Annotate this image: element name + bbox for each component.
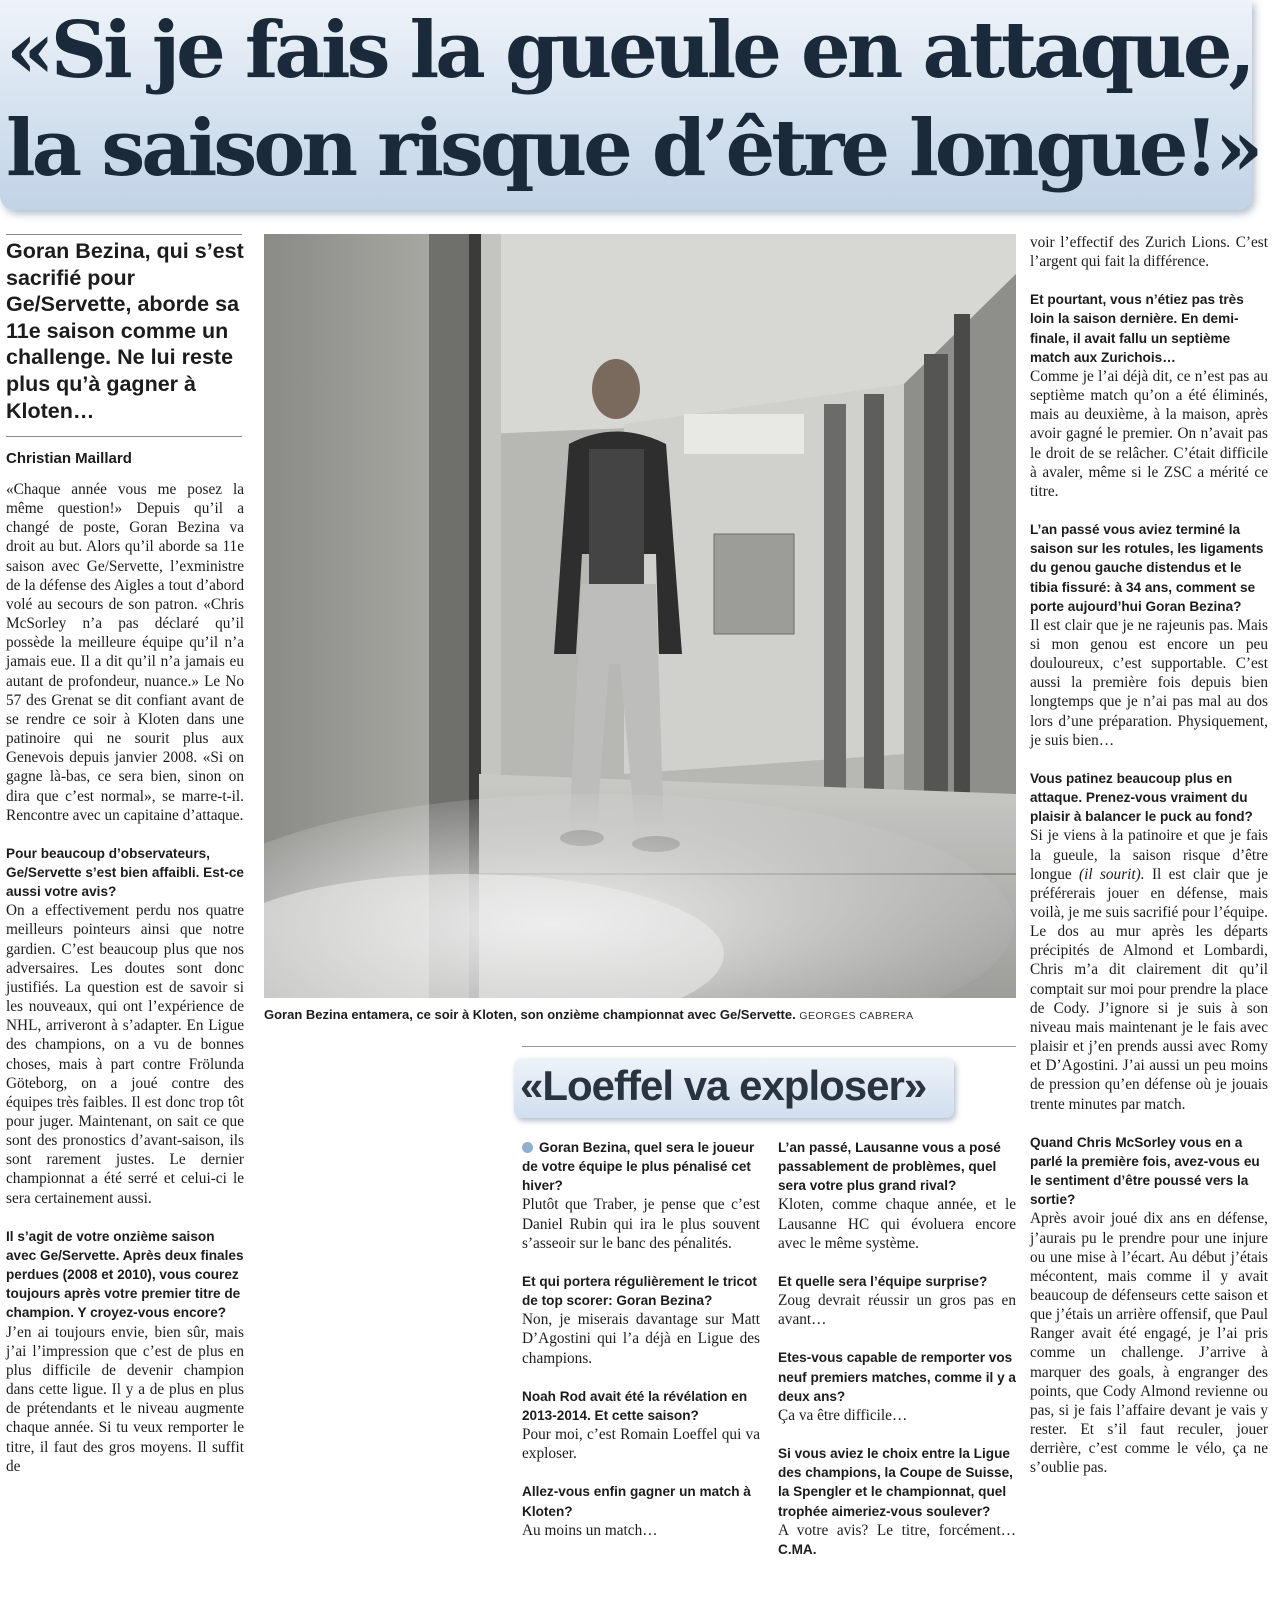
answer: On a effectivement perdu nos quatre meilleurs pointeurs ainsi que notre gardien. C’est beaucoup plus que nos adversaires. Les doutes sont donc justifiés. La question est de savoir si les nouveaux, qui ont l’expérience de NHL, arriveront à s’adapter. En Ligue des champions, on a vu de bonnes choses, mais à part contre Frölunda Göteborg, on a joué contre des équipes très faibles. Il est donc trop tôt pour juger. Maintenant, on sait ce que sont des pronostics d’avant-saison, ils sont rarement justes. Le dernier championnat a été serré et celui-ci le sera certainement aussi. — [6, 902, 244, 1207]
question — [522, 1138, 760, 1195]
byline: Christian Maillard — [6, 450, 132, 467]
qa-block — [1030, 769, 1268, 1114]
qa-block — [522, 1482, 760, 1539]
question: Allez-vous enfin gagner un match à Kloten? — [522, 1484, 751, 1519]
answer: Kloten, comme chaque année, et le Lausanne HC qui évoluera encore avec le même système. — [778, 1196, 1016, 1252]
answer: J’en ai toujours envie, bien sûr, mais j’ai l’impression que c’est de plus en plus difficile de devenir champion dans cette ligue. Il y a de plus en plus de prétendants et le niveau augmente chaque année. Si tu veux remporter le titre, il faut des gros moyens. Il suffit de — [6, 1323, 244, 1475]
answer: Non, je miserais davantage sur Matt D’Agostini qui l’a déjà en Ligue des champions. — [522, 1311, 760, 1367]
question: Et pourtant, vous n’étiez pas très loin la saison dernière. En demi-finale, il avait fallu un septième match aux Zurichois… — [1030, 292, 1244, 365]
question: Quand Chris McSorley vous en a parlé la première fois, avez-vous eu le sentiment d’être poussé vers la sortie? — [1030, 1134, 1260, 1208]
headline-line-2: la saison risque d’être longue!» — [6, 103, 1260, 194]
article-column-right — [1030, 233, 1268, 1497]
sidebar-column-2 — [778, 1138, 1016, 1578]
question: L’an passé, Lausanne vous a posé passablement de problèmes, quel sera votre plus grand rival? — [778, 1140, 1001, 1194]
question: Il s’agit de votre onzième saison avec Ge/Servette. Après deux finales perdues (2008 et 2010), vous courez toujours après votre premier titre de champion. Y croyez-vous encore? — [6, 1228, 244, 1321]
question: Si vous aviez le choix entre la Ligue des champions, la Coupe de Suisse, la Spengler et le championnat, quel trophée aimeriez-vous soulever? — [778, 1446, 1013, 1519]
intro-paragraph: «Chaque année vous me posez la même question!» Depuis qu’il a changé de poste, Goran Bezina va droit au but. Alors qu’il aborde sa 11e saison avec Ge/Servette, l’exministre de la défense des Aigles a tout d’abord volé au secours de son patron. «Chris McSorley n’a pas déclaré qu’il possède la meilleure équipe qu’il n’a jamais eue. Il a dit qu’il n’a jamais eu autant de profondeur, nuance.» Le No 57 des Grenat se dit confiant avant de se rendre ce soir à Kloten dans une patinoire qui ne sourit plus aux Genevois depuis janvier 2008. «Si on gagne là-bas, ce sera bien, sinon on dira que c’est normal», se marre-t-il. Rencontre avec un capitaine d’attaque. — [6, 481, 244, 824]
answer-text: A votre avis? Le titre, forcément… — [778, 1521, 1016, 1539]
qa-block — [778, 1348, 1016, 1425]
qa-block — [522, 1387, 760, 1464]
qa-block — [1030, 520, 1268, 750]
answer: Plutôt que Traber, je pense que c’est Daniel Rubin qui ira le plus souvent s’asseoir sur le banc des pénalités. — [522, 1196, 760, 1252]
answer — [778, 1521, 1016, 1559]
qa-block — [778, 1138, 1016, 1253]
subhead-rule — [522, 1046, 1016, 1047]
author-signature: C.MA. — [778, 1541, 817, 1557]
question: Et quelle sera l’équipe surprise? — [778, 1273, 988, 1289]
subhead: «Loeffel va exploser» — [520, 1062, 927, 1109]
headline-line-1: «Si je fais la gueule en attaque, — [6, 5, 1252, 96]
question: Vous patinez beaucoup plus en attaque. Prenez-vous vraiment du plaisir à balancer le puck au fond? — [1030, 770, 1253, 825]
headline — [6, 2, 1260, 198]
bullet-dot-icon — [522, 1142, 533, 1153]
question-text: Goran Bezina, quel sera le joueur de votre équipe le plus pénalisé cet hiver? — [522, 1140, 755, 1194]
qa-block — [6, 1227, 244, 1476]
lead-paragraph: Goran Bezina, qui s’est sacrifié pour Ge/Servette, aborde sa 11e saison comme un challenge. Ne lui reste plus qu’à gagner à Kloten… — [6, 239, 244, 423]
article-photo — [264, 234, 1016, 998]
qa-block — [778, 1272, 1016, 1329]
lead-bottom-rule — [6, 436, 242, 437]
answer-text: Si je viens à la patinoire et que je fais la gueule, la saison risque d’être longue — [1030, 827, 1268, 883]
answer: Après avoir joué dix ans en défense, j’aurais pu le prendre pour une injure ou une mise à l’écart. Au début j’étais mécontent, mais comme il y avait beaucoup de défenseurs cette saison et que j’étais un arrière offensif, que Paul Ranger avait été engagé, je l’ai pris comme un challenge. J’arrive à marquer des goals, à engranger des points, que Cody Almond revienne ou pas, si je fais l’affaire devant je vais y rester. Et s’il faut reculer, jouer derrière, c’est comme le vélo, ça ne s’oublie pas. — [1030, 1210, 1269, 1477]
answer: Ça va être difficile… — [778, 1406, 908, 1424]
question: Etes-vous capable de remporter vos neuf premiers matches, comme il y a deux ans? — [778, 1350, 1016, 1404]
question: Pour beaucoup d’observateurs, Ge/Servette s’est bien affaibli. Est-ce aussi votre avis? — [6, 845, 244, 900]
qa-block — [1030, 1133, 1268, 1478]
answer: Pour moi, c’est Romain Loeffel qui va exploser. — [522, 1426, 760, 1463]
lead-top-rule — [6, 234, 242, 235]
qa-block — [6, 844, 244, 1208]
question: L’an passé vous aviez terminé la saison sur les rotules, les ligaments du genou gauche distendus et le tibia fissuré: à 34 ans, comment se porte aujourd’hui Goran Bezina? — [1030, 522, 1264, 614]
corridor-player-photo — [264, 234, 1016, 998]
qa-block — [522, 1272, 760, 1368]
qa-block — [1030, 290, 1268, 501]
caption-text: Goran Bezina entamera, ce soir à Kloten, son onzième championnat avec Ge/Servette. — [264, 1007, 796, 1022]
answer: Au moins un match… — [522, 1521, 658, 1539]
stage-direction: (il sourit). — [1079, 865, 1145, 883]
answer: Zoug devrait réussir un gros pas en avant… — [778, 1292, 1016, 1329]
answer — [1030, 826, 1268, 1113]
qa-block — [522, 1138, 760, 1253]
sidebar-column-1 — [522, 1138, 760, 1559]
article-column-1 — [6, 480, 244, 1495]
photo-caption — [264, 1007, 1024, 1022]
answer-text: Il est clair que je préférerais jouer en défense, mais voilà, je me suis sacrifié pour l’équipe. Le dos au mur après les départs précipités de Almond et Lombardi, Chris m’a dit clairement dit qu’il comptait sur moi pour prendre la place de Cody. J’ignore si je suis à son niveau mais maintenant je le fais avec plaisir et j’en prends aussi avec Romy et D’Agostini. J’ai aussi un peu moins de pression qu’en défense où je jouais trente minutes par match. — [1030, 865, 1268, 1113]
continued-paragraph: voir l’effectif des Zurich Lions. C’est l’argent qui fait la différence. — [1030, 234, 1268, 271]
question: Noah Rod avait été la révélation en 2013-2014. Et cette saison? — [522, 1388, 748, 1423]
qa-block — [778, 1444, 1016, 1559]
photo-credit: GEORGES CABRERA — [799, 1010, 914, 1022]
answer: Il est clair que je ne rajeunis pas. Mais si mon genou est encore un peu douloureux, c’est supportable. C’est aussi la première fois depuis bien longtemps que je n’ai pas mal au dos lors d’une préparation. Physiquement, je suis bien… — [1030, 616, 1268, 749]
question: Et qui portera régulièrement le tricot de top scorer: Goran Bezina? — [522, 1273, 757, 1309]
answer: Comme je l’ai déjà dit, ce n’est pas au septième match qu’on a été éliminés, mais au deuxième, à la maison, après avoir gagné le premier. On n’avait pas le droit de se relâcher. C’était difficile à avaler, même si le ZSC a mérité ce titre. — [1030, 367, 1268, 500]
